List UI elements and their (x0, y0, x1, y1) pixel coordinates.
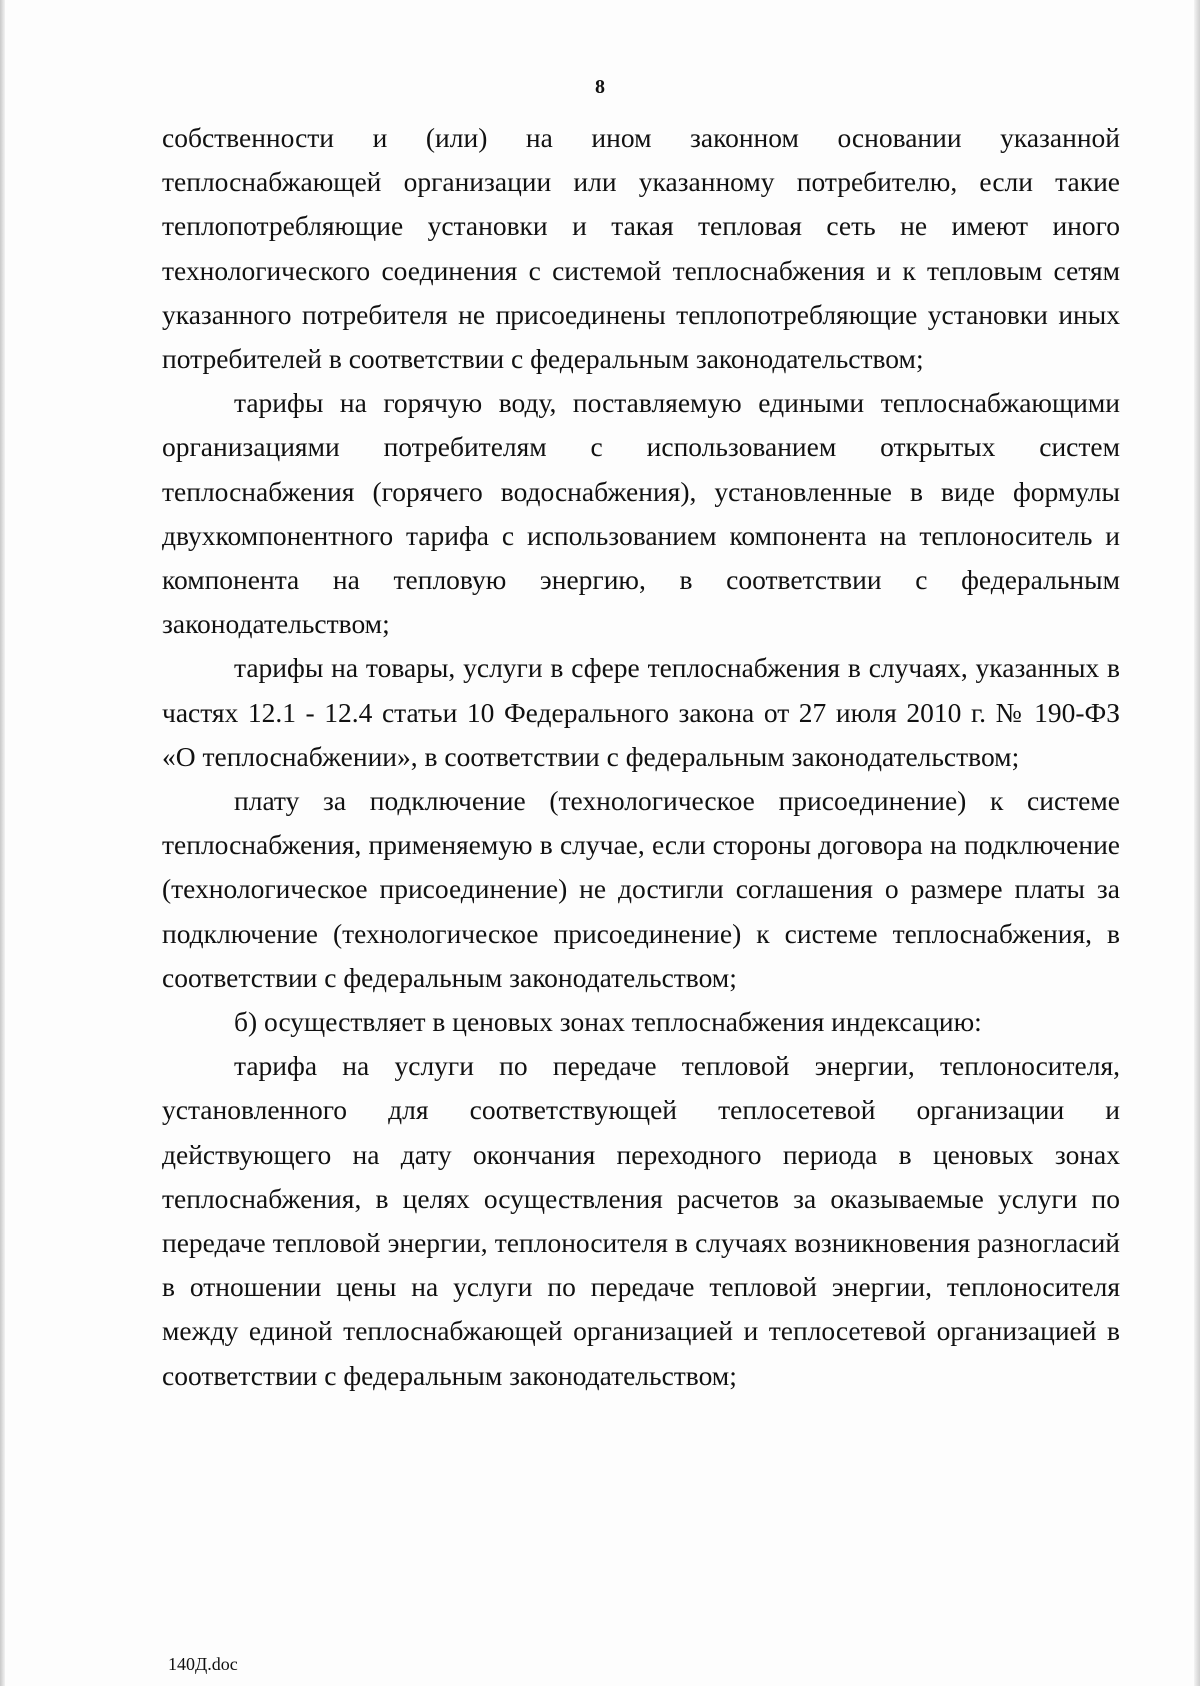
paragraph-goods-services-tariffs: тарифы на товары, услуги в сфере теплоснабжения в случаях, указанных в частях 12.1 - 12.4 статьи 10 Федерального закона от 27 июля 2010 г. № 190-ФЗ «О теплоснабжении», в соответствии с федеральным законодательством; (162, 652, 1120, 772)
paragraph-transmission-tariff: тарифа на услуги по передаче тепловой энергии, теплоносителя, установленного для соответствующей теплосетевой организации и действующего на дату окончания переходного периода в ценовых зонах теплоснабжения, в целях осуществления расчетов за оказываемые услуги по передаче тепловой энергии, теплоносителя в случаях возникновения разногласий в отношении цены на услуги по передаче тепловой энергии, теплоносителя между единой теплоснабжающей организацией и теплосетевой организацией в соответствии с федеральным законодательством; (162, 1050, 1120, 1391)
paragraph-ownership: собственности и (или) на ином законном основании указанной теплоснабжающей организации или указанному потребителю, если такие теплопотребляющие установки и такая тепловая сеть не имеют иного технологического соединения с системой теплоснабжения и к тепловым сетям указанного потребителя не присоединены теплопотребляющие установки иных потребителей в соответствии с федеральным законодательством; (162, 122, 1120, 375)
paragraph-hot-water-tariffs: тарифы на горячую воду, поставляемую едиными теплоснабжающими организациями потребителям с использованием открытых систем теплоснабжения (горячего водоснабжения), установленные в виде формулы двухкомпонентного тарифа с использованием компонента на теплоноситель и компонента на тепловую энергию, в соответствии с федеральным законодательством; (162, 387, 1120, 640)
footer-filename: 140Д.doc (168, 1654, 238, 1674)
document-body (162, 116, 1120, 1398)
paragraph-connection-fee: плату за подключение (технологическое присоединение) к системе теплоснабжения, применяемую в случае, если стороны договора на подключение (технологическое присоединение) не достигли соглашения о размере платы за подключение (технологическое присоединение) к системе теплоснабжения, в соответствии с федеральным законодательством; (162, 785, 1120, 993)
paragraph-indexation: б) осуществляет в ценовых зонах теплоснабжения индексацию: (234, 1006, 982, 1038)
scan-edge-right (1194, 0, 1200, 1686)
scan-edge-left (0, 0, 5, 1686)
page-number: 8 (595, 76, 605, 98)
